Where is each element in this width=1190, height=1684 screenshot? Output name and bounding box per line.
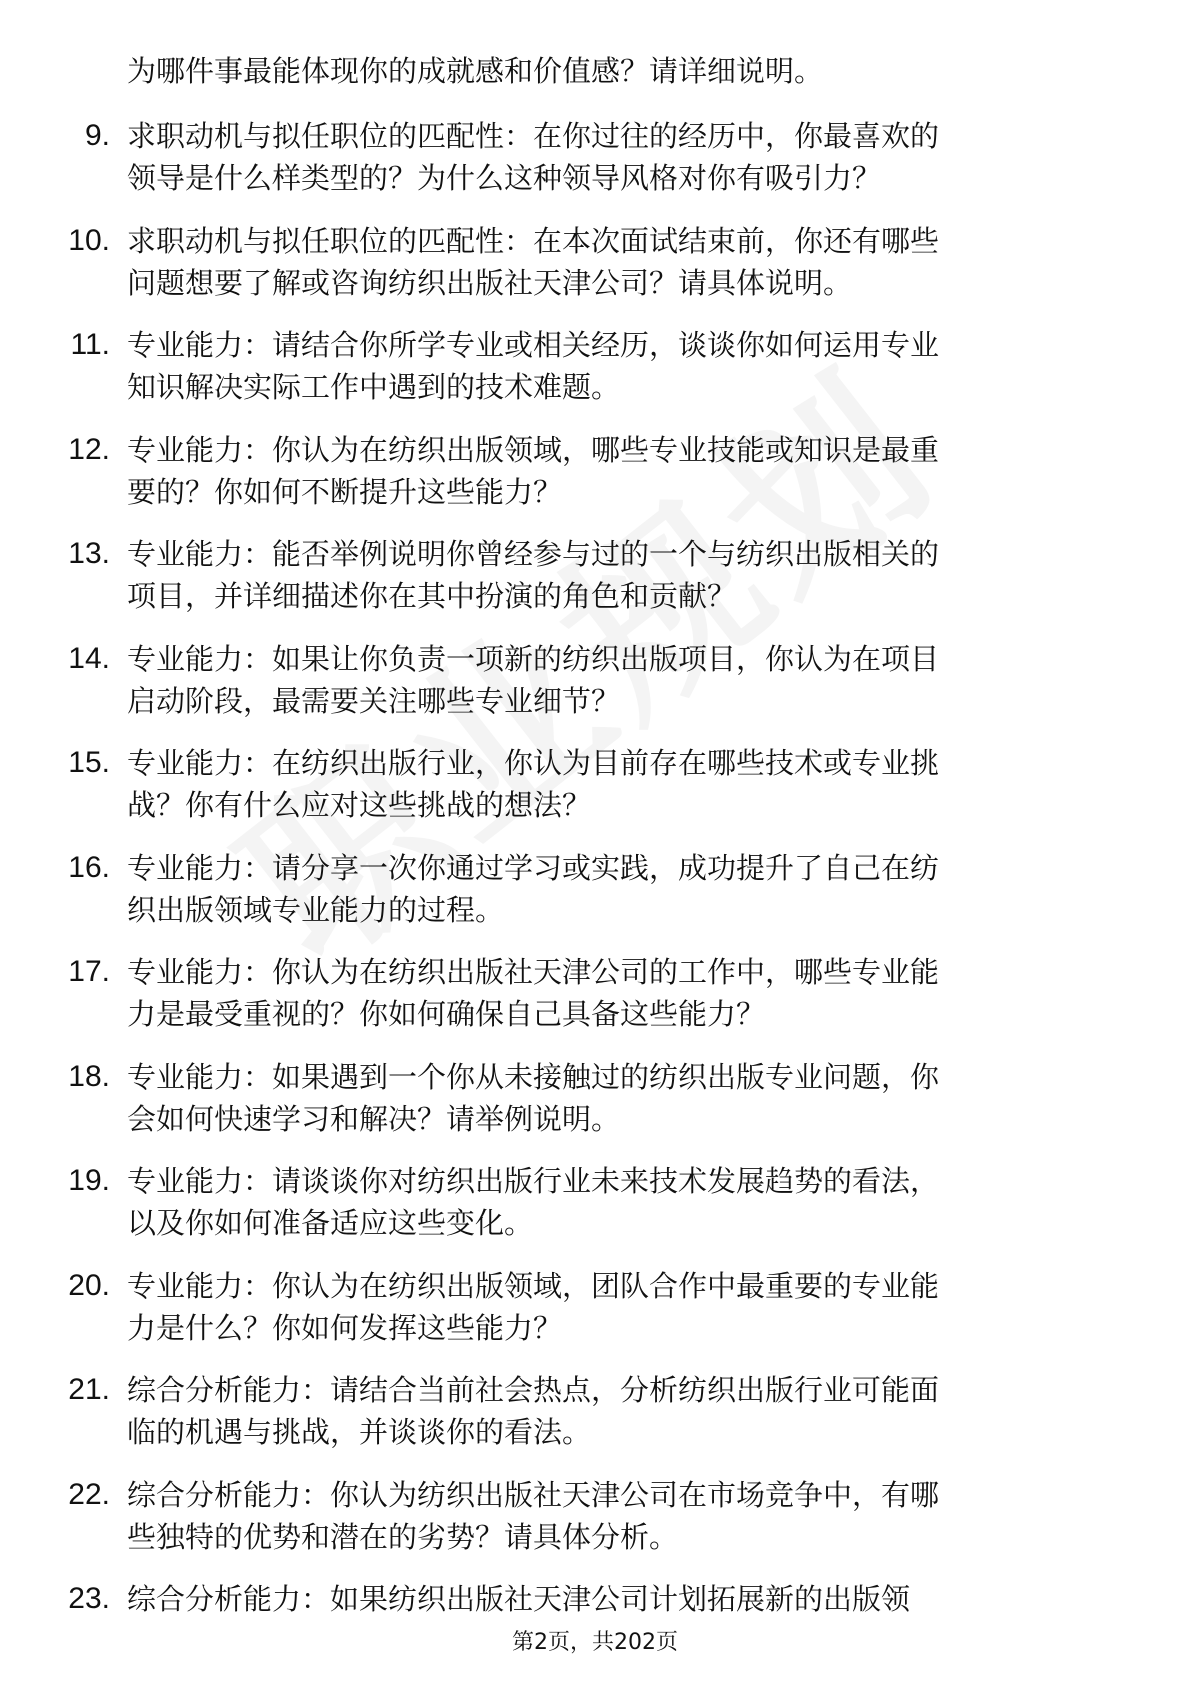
question-text-line: 综合分析能力：你认为纺织出版社天津公司在市场竞争中，有哪 [127,1477,940,1512]
question-text [127,1474,1107,1558]
question-text [127,1578,1107,1620]
question-text-line: 专业能力：你认为在纺织出版领域，哪些专业技能或知识是最重 [127,432,940,467]
question-number: 15. [68,746,110,779]
question-number: 13. [68,537,110,570]
question-text [127,951,1107,1035]
question-text-line: 临的机遇与挑战，并谈谈你的看法。 [127,1415,592,1449]
question-item [0,951,1190,1056]
question-list [0,115,1190,1683]
question-number: 20. [68,1268,110,1302]
question-item [0,638,1190,743]
question-text-line: 项目，并详细描述你在其中扮演的角色和贡献？ [127,579,737,613]
question-text [127,638,1107,722]
question-text-line: 求职动机与拟任职位的匹配性：在本次面试结束前，你还有哪些 [127,223,940,258]
question-text-line: 力是什么？你如何发挥这些能力？ [127,1310,563,1345]
question-text-line: 以及你如何准备适应这些变化。 [127,1206,534,1240]
question-text [127,1056,1107,1140]
question-item [0,1474,1190,1579]
question-text-line: 求职动机与拟任职位的匹配性：在你过往的经历中，你最喜欢的 [127,119,940,153]
question-text [127,742,1107,826]
question-item [0,1056,1190,1161]
question-number: 10. [68,223,110,257]
page-footer: 第2页，共202页 [512,1630,678,1655]
question-text-line: 专业能力：请分享一次你通过学习或实践，成功提升了自己在纺 [127,850,940,885]
question-number: 9. [84,119,110,152]
question-text-line: 专业能力：你认为在纺织出版社天津公司的工作中，哪些专业能 [127,955,940,989]
question-item [0,429,1190,534]
question-text-line: 问题想要了解或咨询纺织出版社天津公司？请具体说明。 [127,265,853,300]
question-number: 18. [68,1059,110,1093]
question-text-line: 启动阶段，最需要关注哪些专业细节？ [127,683,621,718]
question-text-line: 综合分析能力：如果纺织出版社天津公司计划拓展新的出版领 [127,1582,911,1616]
question-text [127,115,1107,199]
question-item [0,847,1190,952]
question-text-line: 些独特的优势和潜在的劣势？请具体分析。 [127,1519,679,1554]
question-text-line: 知识解决实际工作中遇到的技术难题。 [127,370,621,404]
question-text [127,1160,1107,1244]
question-text-line: 专业能力：请谈谈你对纺织出版行业未来技术发展趋势的看法， [127,1164,940,1198]
question-text-line: 会如何快速学习和解决？请举例说明。 [127,1101,621,1136]
question-text [127,429,1107,513]
question-number: 17. [68,955,110,988]
continued-question-text: 为哪件事最能体现你的成就感和价值感？请详细说明。 [127,54,824,88]
question-text-line: 织出版领域专业能力的过程。 [127,892,505,927]
question-item [0,324,1190,429]
question-number: 19. [68,1164,110,1197]
question-text [127,1369,1107,1453]
question-number: 23. [68,1582,110,1615]
question-text-line: 专业能力：你认为在纺织出版领域，团队合作中最重要的专业能 [127,1268,940,1303]
question-item [0,115,1190,220]
question-text [127,324,1107,408]
question-text-line: 专业能力：如果让你负责一项新的纺织出版项目，你认为在项目 [127,641,940,676]
question-text [127,847,1107,931]
question-text-line: 专业能力：能否举例说明你曾经参与过的一个与纺织出版相关的 [127,537,940,571]
question-text-line: 领导是什么样类型的？为什么这种领导风格对你有吸引力？ [127,161,882,195]
question-number: 14. [68,641,110,675]
question-text-line: 要的？你如何不断提升这些能力？ [127,474,563,509]
question-item [0,1265,1190,1370]
question-text-line: 综合分析能力：请结合当前社会热点，分析纺织出版行业可能面 [127,1373,940,1407]
question-text [127,533,1107,617]
question-number: 12. [68,432,110,466]
question-item [0,220,1190,325]
question-item [0,1160,1190,1265]
question-text-line: 专业能力：在纺织出版行业，你认为目前存在哪些技术或专业挑 [127,746,940,780]
question-item [0,1369,1190,1474]
question-item [0,742,1190,847]
question-number: 22. [68,1477,110,1511]
question-number: 21. [68,1373,110,1406]
question-text-line: 力是最受重视的？你如何确保自己具备这些能力？ [127,997,766,1031]
question-text-line: 专业能力：请结合你所学专业或相关经历，谈谈你如何运用专业 [127,328,940,362]
question-text [127,1265,1107,1349]
question-text [127,220,1107,304]
question-item [0,533,1190,638]
question-text-line: 战？你有什么应对这些挑战的想法？ [127,788,592,822]
question-number: 11. [70,328,110,361]
question-text-line: 专业能力：如果遇到一个你从未接触过的纺织出版专业问题，你 [127,1059,940,1094]
question-number: 16. [68,850,110,884]
